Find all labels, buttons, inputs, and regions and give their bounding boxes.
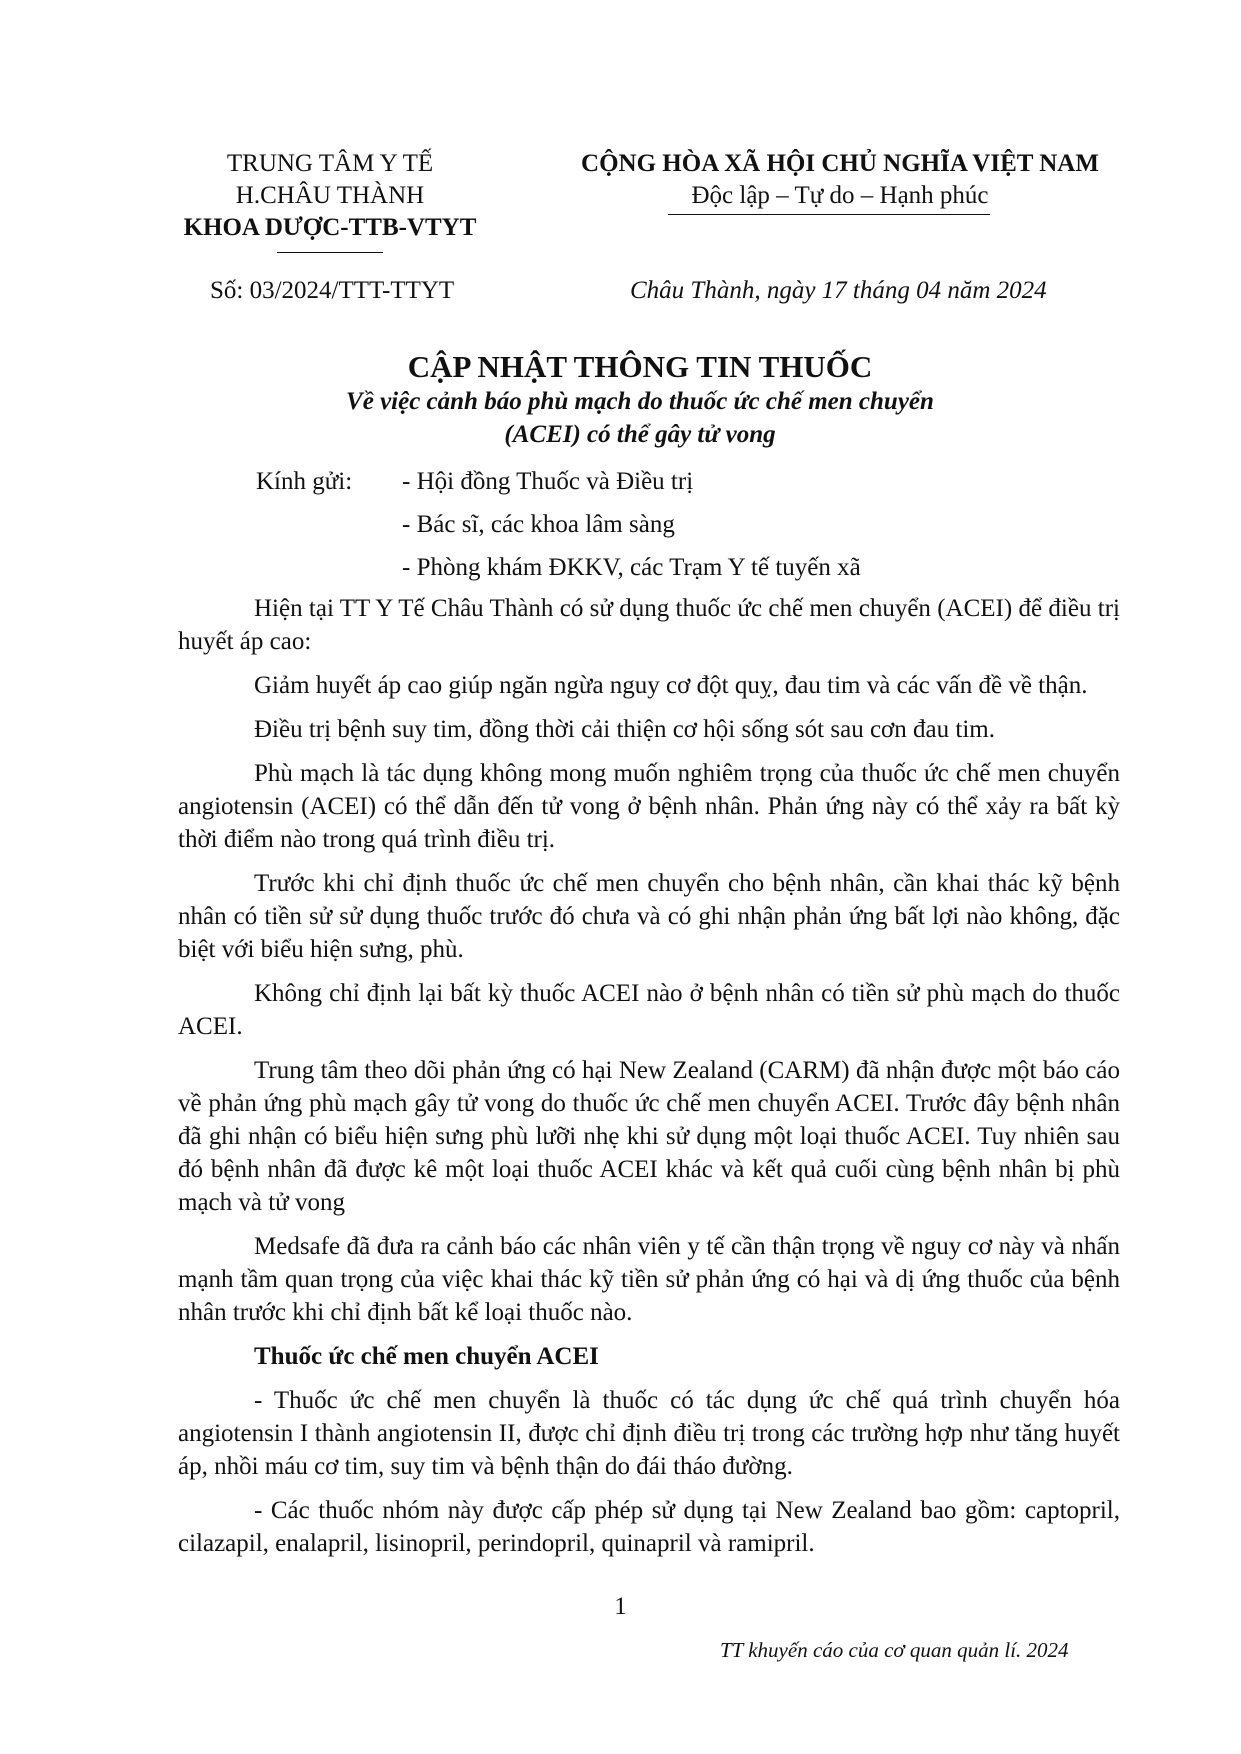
subtitle-line-1: Về việc cảnh báo phù mạch do thuốc ức chế men chuyển xyxy=(346,388,934,415)
recipients-list xyxy=(402,466,1122,595)
recipients-label: Kính gửi: xyxy=(256,468,353,495)
document-date: Châu Thành, ngày 17 tháng 04 năm 2024 xyxy=(630,277,1047,304)
issuer-header xyxy=(160,148,500,244)
document-subtitle xyxy=(160,385,1120,451)
issuer-underline xyxy=(277,252,383,253)
body-paragraph: Trung tâm theo dõi phản ứng có hại New Zealand (CARM) đã nhận được một báo cáo về phản ứng phù mạch gây tử vong do thuốc ức chế men chuyển ACEI. Trước đây bệnh nhân đã ghi nhận có biểu hiện sưng phù lưỡi nhẹ khi sử dụng một loại thuốc ACEI. Tuy nhiên sau đó bệnh nhân đã được kê một loại thuốc ACEI khác và kết quả cuối cùng bệnh nhân bị phù mạch và tử vong xyxy=(178,1057,1120,1216)
issuer-line-2: H.CHÂU THÀNH xyxy=(235,182,425,209)
recipient-item: - Hội đồng Thuốc và Điều trị xyxy=(402,468,694,495)
body-paragraph: Giảm huyết áp cao giúp ngăn ngừa nguy cơ đột quỵ, đau tim và các vấn đề về thận. xyxy=(254,672,1088,699)
document-number: Số: 03/2024/TTT-TTYT xyxy=(210,277,455,304)
body-paragraph: Điều trị bệnh suy tim, đồng thời cải thiện cơ hội sống sót sau cơn đau tim. xyxy=(254,716,995,743)
issuer-line-1: TRUNG TÂM Y TẾ xyxy=(226,150,434,177)
body-paragraph: Hiện tại TT Y Tế Châu Thành có sử dụng thuốc ức chế men chuyển (ACEI) để điều trị huyết áp cao: xyxy=(178,595,1120,655)
recipient-item: - Phòng khám ĐKKV, các Trạm Y tế tuyến xã xyxy=(402,554,861,581)
body-paragraph: Không chỉ định lại bất kỳ thuốc ACEI nào ở bệnh nhân có tiền sử phù mạch do thuốc ACEI. xyxy=(178,980,1120,1040)
national-motto: Độc lập – Tự do – Hạnh phúc xyxy=(691,182,989,209)
body-paragraph: Phù mạch là tác dụng không mong muốn nghiêm trọng của thuốc ức chế men chuyển angiotensin (ACEI) có thể dẫn đến tử vong ở bệnh nhân. Phản ứng này có thể xảy ra bất kỳ thời điểm nào trong quá trình điều trị. xyxy=(178,760,1120,853)
document-body xyxy=(178,592,1120,1571)
motto-underline xyxy=(668,214,990,215)
body-paragraph: - Các thuốc nhóm này được cấp phép sử dụng tại New Zealand bao gồm: captopril, cilazapil, enalapril, lisinopril, perindopril, quinapril và ramipril. xyxy=(178,1497,1120,1557)
footer-note: TT khuyến cáo của cơ quan quản lí. 2024 xyxy=(720,1638,1069,1662)
issuer-department: KHOA DƯỢC-TTB-VTYT xyxy=(183,214,477,241)
body-paragraph: Medsafe đã đưa ra cảnh báo các nhân viên y tế cần thận trọng về nguy cơ này và nhấn mạnh tầm quan trọng của việc khai thác kỹ tiền sử phản ứng có hại và dị ứng thuốc của bệnh nhân trước khi chỉ định bất kể loại thuốc nào. xyxy=(178,1233,1120,1326)
national-header xyxy=(540,148,1140,212)
document-title: CẬP NHẬT THÔNG TIN THUỐC xyxy=(407,349,873,384)
body-paragraph: - Thuốc ức chế men chuyển là thuốc có tác dụng ức chế quá trình chuyển hóa angiotensin I thành angiotensin II, được chỉ định điều trị trong các trường hợp như tăng huyết áp, nhồi máu cơ tim, suy tim và bệnh thận do đái tháo đường. xyxy=(178,1387,1120,1480)
section-heading: Thuốc ức chế men chuyển ACEI xyxy=(254,1343,599,1370)
recipient-item: - Bác sĩ, các khoa lâm sàng xyxy=(402,511,675,538)
subtitle-line-2: (ACEI) có thể gây tử vong xyxy=(504,421,776,448)
national-title: CỘNG HÒA XÃ HỘI CHỦ NGHĨA VIỆT NAM xyxy=(581,150,1099,177)
body-paragraph: Trước khi chỉ định thuốc ức chế men chuyển cho bệnh nhân, cần khai thác kỹ bệnh nhân có tiền sử sử dụng thuốc trước đó chưa và có ghi nhận phản ứng bất lợi nào không, đặc biệt với biểu hiện sưng, phù. xyxy=(178,870,1120,963)
page-number: 1 xyxy=(614,1593,627,1620)
